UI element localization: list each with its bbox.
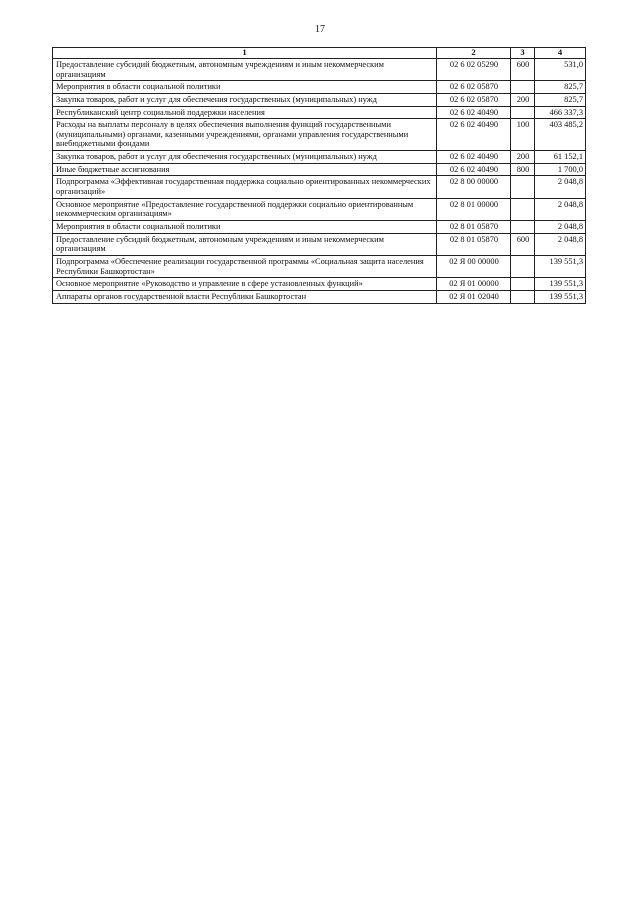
table-row <box>53 198 586 220</box>
row-type-cell <box>511 198 535 220</box>
row-type-cell <box>511 81 535 94</box>
row-code-cell: 02 Я 00 00000 <box>437 256 511 278</box>
row-name-cell: Закупка товаров, работ и услуг для обеспечения государственных (муниципальных) нужд <box>53 93 437 106</box>
row-code-cell: 02 6 02 40490 <box>437 106 511 119</box>
table-header-row <box>53 48 586 59</box>
column-header-sum: 4 <box>535 48 586 59</box>
row-type-cell: 100 <box>511 119 535 151</box>
table-row <box>53 176 586 198</box>
column-header-type: 3 <box>511 48 535 59</box>
table-row <box>53 151 586 164</box>
row-sum-cell: 139 551,3 <box>535 256 586 278</box>
row-type-cell <box>511 256 535 278</box>
table-body <box>53 58 586 303</box>
row-code-cell: 02 Я 01 00000 <box>437 278 511 291</box>
table-row <box>53 221 586 234</box>
page-number: 17 <box>315 24 325 35</box>
row-sum-cell: 2 048,8 <box>535 176 586 198</box>
table-row <box>53 81 586 94</box>
row-type-cell: 600 <box>511 233 535 255</box>
table-row <box>53 233 586 255</box>
row-sum-cell: 466 337,3 <box>535 106 586 119</box>
row-name-cell: Аппараты органов государственной власти Республики Башкортостан <box>53 291 437 304</box>
row-type-cell <box>511 291 535 304</box>
row-sum-cell: 1 700,0 <box>535 163 586 176</box>
row-code-cell: 02 6 02 40490 <box>437 119 511 151</box>
row-type-cell: 600 <box>511 58 535 80</box>
row-code-cell: 02 8 01 05870 <box>437 221 511 234</box>
row-code-cell: 02 6 02 05870 <box>437 81 511 94</box>
column-header-name: 1 <box>53 48 437 59</box>
row-type-cell <box>511 278 535 291</box>
row-name-cell: Подпрограмма «Обеспечение реализации государственной программы «Социальная защита населения Республики Башкортостан» <box>53 256 437 278</box>
row-code-cell: 02 6 02 05870 <box>437 93 511 106</box>
row-type-cell: 200 <box>511 93 535 106</box>
table-row <box>53 278 586 291</box>
row-type-cell: 200 <box>511 151 535 164</box>
table-row <box>53 119 586 151</box>
row-code-cell: 02 6 02 05290 <box>437 58 511 80</box>
row-type-cell <box>511 176 535 198</box>
row-sum-cell: 531,0 <box>535 58 586 80</box>
table-row <box>53 58 586 80</box>
row-code-cell: 02 8 01 00000 <box>437 198 511 220</box>
row-sum-cell: 2 048,8 <box>535 221 586 234</box>
row-sum-cell: 139 551,3 <box>535 291 586 304</box>
row-sum-cell: 2 048,8 <box>535 198 586 220</box>
row-name-cell: Основное мероприятие «Предоставление государственной поддержки социально ориентированным некоммерческим организациям» <box>53 198 437 220</box>
row-name-cell: Основное мероприятие «Руководство и управление в сфере установленных функций» <box>53 278 437 291</box>
row-name-cell: Республиканский центр социальной поддержки населения <box>53 106 437 119</box>
row-name-cell: Закупка товаров, работ и услуг для обеспечения государственных (муниципальных) нужд <box>53 151 437 164</box>
budget-table <box>52 47 586 304</box>
row-sum-cell: 825,7 <box>535 81 586 94</box>
row-code-cell: 02 6 02 40490 <box>437 151 511 164</box>
row-name-cell: Предоставление субсидий бюджетным, автономным учреждениям и иным некоммерческим организациям <box>53 233 437 255</box>
row-type-cell <box>511 106 535 119</box>
table-row <box>53 256 586 278</box>
table-row <box>53 93 586 106</box>
row-sum-cell: 61 152,1 <box>535 151 586 164</box>
row-sum-cell: 139 551,3 <box>535 278 586 291</box>
table-row <box>53 106 586 119</box>
row-type-cell: 800 <box>511 163 535 176</box>
row-code-cell: 02 6 02 40490 <box>437 163 511 176</box>
row-sum-cell: 825,7 <box>535 93 586 106</box>
row-code-cell: 02 8 01 05870 <box>437 233 511 255</box>
column-header-code: 2 <box>437 48 511 59</box>
row-sum-cell: 403 485,2 <box>535 119 586 151</box>
row-name-cell: Мероприятия в области социальной политики <box>53 81 437 94</box>
row-name-cell: Мероприятия в области социальной политики <box>53 221 437 234</box>
row-code-cell: 02 Я 01 02040 <box>437 291 511 304</box>
table-row <box>53 291 586 304</box>
table-row <box>53 163 586 176</box>
row-name-cell: Иные бюджетные ассигнования <box>53 163 437 176</box>
row-code-cell: 02 8 00 00000 <box>437 176 511 198</box>
row-type-cell <box>511 221 535 234</box>
row-name-cell: Предоставление субсидий бюджетным, автономным учреждениям и иным некоммерческим организациям <box>53 58 437 80</box>
row-sum-cell: 2 048,8 <box>535 233 586 255</box>
row-name-cell: Подпрограмма «Эффективная государственная поддержка социально ориентированных некоммерческих организаций» <box>53 176 437 198</box>
row-name-cell: Расходы на выплаты персоналу в целях обеспечения выполнения функций государственными (муниципальными) органами, казенными учреждениями, органами управления государственными внебюджетными фондами <box>53 119 437 151</box>
